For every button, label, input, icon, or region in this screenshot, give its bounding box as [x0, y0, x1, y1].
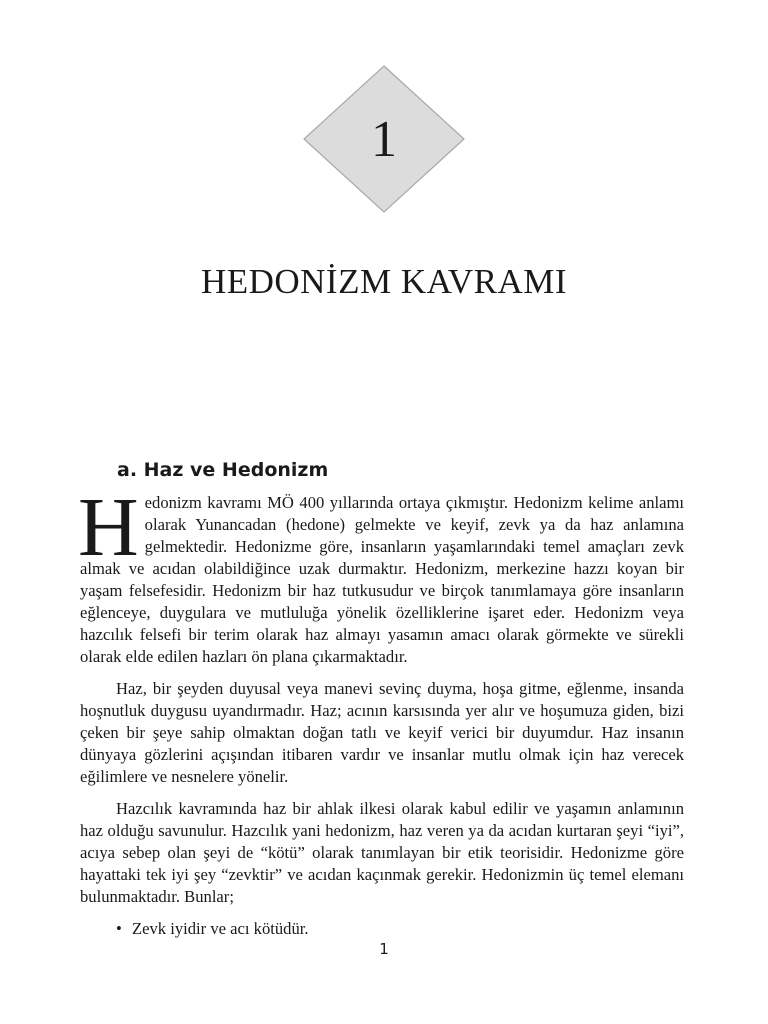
bullet-list — [80, 918, 684, 940]
page-number: 1 — [379, 940, 389, 958]
chapter-title: HEDONİZM KAVRAMI — [200, 262, 568, 301]
chapter-number: 1 — [371, 111, 397, 168]
chapter-number-diamond — [302, 64, 466, 214]
paragraph-1-text: edonizm kavramı MÖ 400 yıllarında ortaya çıkmıştır. Hedonizm kelime anlamı olarak Yunancadan (hedone) gelmekte ve keyif, zevk ya da haz anlamına gelmektedir. Hedonizme göre, insanların yaşamlarındaki temel amaçları zevk almak ve acıdan olabildiğince uzak durmaktır. Hedonizm, merkezine hazzı koyan bir yaşam felsefesidir. Hedonizm bir haz tutkusudur ve birçok tanımlamaya göre insanların eğlenceye, duygulara ve mutluluğa yönelik özelliklerine işaret eder. Hedonizm veya hazcılık felsefi bir terim olarak haz almayı yasamın amacı olarak görmekte ve sürekli olarak elde edilen hazları ön plana çıkarmaktadır. — [80, 493, 684, 666]
paragraph-3: Hazcılık kavramında haz bir ahlak ilkesi olarak kabul edilir ve yaşamın anlamının haz olduğu savunulur. Hazcılık yani hedonizm, haz veren ya da acıdan kurtaran şeyi “iyi”, acıya sebep olan şeyi de “kötü” olarak tanımlayan bir etik teorisidir. Hedonizme göre hayattaki tek iyi şey “zevktir” ve acıdan kaçınmak gerekir. Hedonizmin üç temel elemanı bulunmaktadır. Bunlar; — [80, 799, 684, 906]
section-heading: a. Haz ve Hedonizm — [117, 459, 329, 481]
list-item: • Zevk iyidir ve acı kötüdür. — [116, 918, 684, 940]
body-text — [78, 481, 684, 940]
paragraph-2: Haz, bir şeyden duyusal veya manevi sevinç duyma, hoşa gitme, eğlenme, insanda hoşnutluk duygusu uyandırmadır. Haz; acının karsısında yer alır ve hoşumuza giden, bizi çeken bir şeye sahip olmaktan doğan tatlı ve keyif verici bir duyumdur. Haz insanın dünyaya gözlerini açışından itibaren vardır ve insanlar mutlu olmak için haz verecek eğilimlere ve nesnelere yönelir. — [80, 679, 684, 786]
paragraph-1 — [78, 481, 684, 668]
drop-cap: H — [78, 481, 139, 574]
